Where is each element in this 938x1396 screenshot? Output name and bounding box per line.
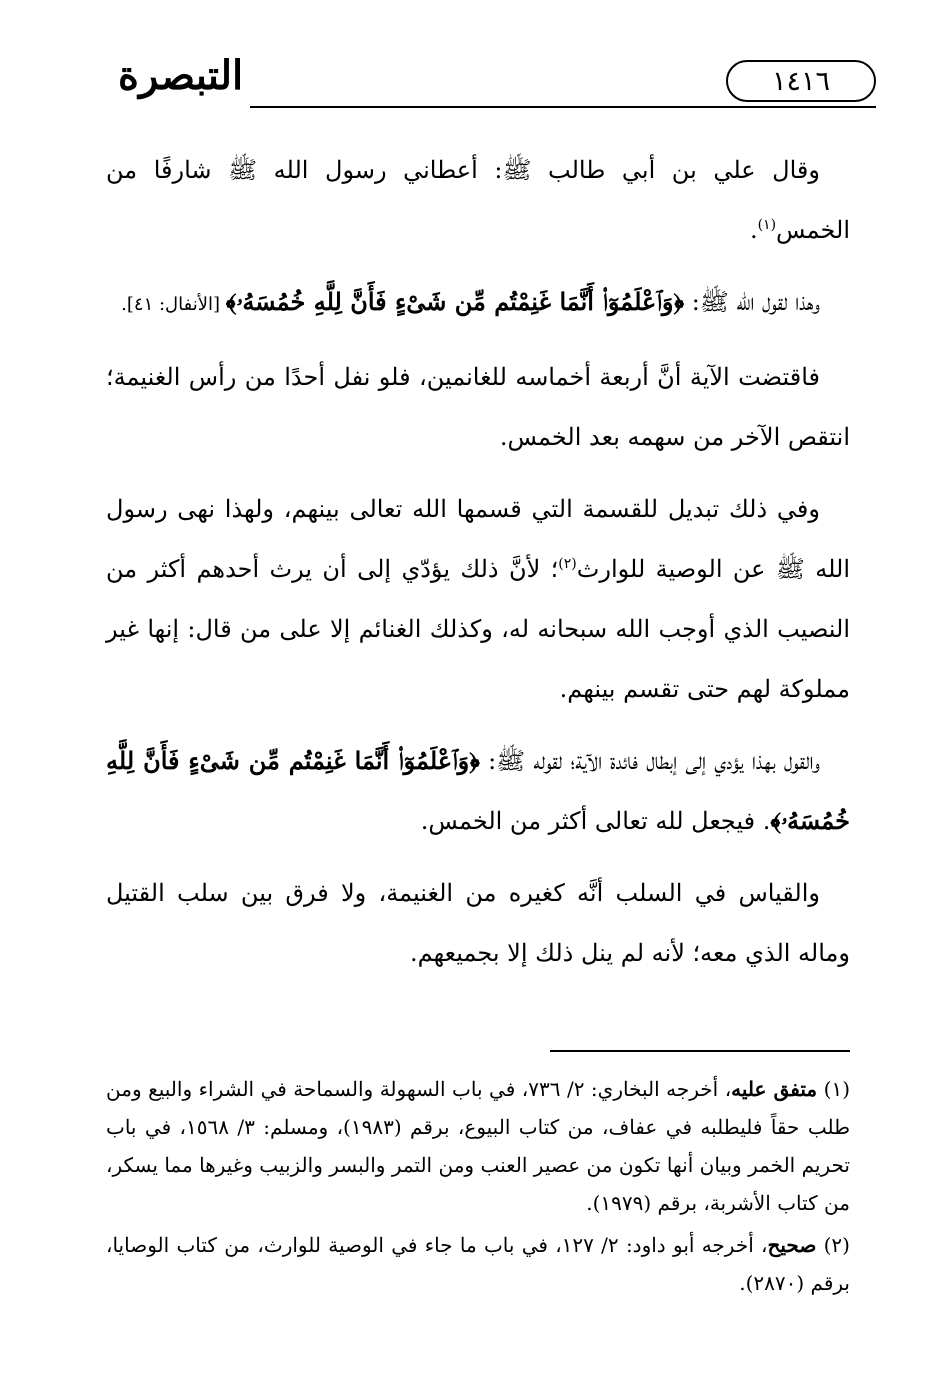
footnote-2-grade: صحيح <box>767 1233 817 1257</box>
paragraph-6: والقياس في السلب أنَّه كغيره من الغنيمة، ولا فرق بين سلب القتيل وماله الذي معه؛ لأنه لم ينل ذلك إلا بجميعهم. <box>106 879 850 967</box>
footnotes <box>106 1070 850 1306</box>
header-rule <box>250 106 876 108</box>
footnote-2-text: ، أخرجه أبو داود: ٢/ ١٢٧، في باب ما جاء في الوصية للوارث، من كتاب الوصايا، برقم (٢٨٧٠). <box>106 1233 850 1295</box>
main-text <box>106 140 850 995</box>
quran-verse: ﴿وَٱعْلَمُوٓا۟ أَنَّمَا غَنِمْتُم مِّن شَىْءٍ فَأَنَّ لِلَّهِ خُمُسَهُۥ﴾ <box>225 287 685 316</box>
paragraph-2-intro: وهذا لقول الله ﷺ: <box>684 288 820 316</box>
page-header <box>60 48 876 110</box>
paragraph-1-text: وقال علي بن أبي طالب ﷺ: أعطاني رسول الله ﷺ شارفًا من الخمس <box>106 156 850 244</box>
footnote-2 <box>106 1226 850 1302</box>
footnote-2-number: (٢) <box>823 1233 850 1257</box>
paragraph-5-intro: والقول بهذا يؤدي إلى إبطال فائدة الآية؛ لقوله ﷺ: <box>479 747 820 775</box>
book-title: التبصرة <box>118 52 244 99</box>
footnote-1-text: ، أخرجه البخاري: ٢/ ٧٣٦، في باب السهولة والسماحة في الشراء والبيع ومن طلب حقاً فليطلبه في عفاف، من كتاب البيوع، برقم (١٩٨٣)، ومسلم: ٣/ ١٥٦٨، في باب تحريم الخمر وبيان أنها تكون من عصير العنب ومن التمر والبسر والزبيب وغيرها مما يسكر، من كتاب الأشربة، برقم (١٩٧٩). <box>106 1077 850 1215</box>
paragraph-4-text-a: وفي ذلك تبديل للقسمة التي قسمها الله تعالى بينهم، ولهذا نهى رسول الله ﷺ عن الوصية للوارث <box>106 495 851 583</box>
footnote-ref-2[interactable]: (٢) <box>558 556 577 572</box>
footnote-1 <box>106 1070 850 1222</box>
paragraph-4-text-b: ؛ لأنَّ ذلك يؤدّي إلى أن يرث أحدهم أكثر من النصيب الذي أوجب الله سبحانه له، وكذلك الغنائم إلا على من قال: إنها غير مملوكة لهم حتى تقسم بينهم. <box>106 555 850 703</box>
paragraph-1-end: . <box>749 216 758 244</box>
verse-citation: [الأنفال: ٤١]. <box>121 294 226 315</box>
paragraph-5-end: . فيجعل لله تعالى أكثر من الخمس. <box>420 807 771 835</box>
paragraph-2 <box>106 272 850 335</box>
footnote-divider <box>550 1050 850 1052</box>
footnote-1-grade: متفق عليه <box>731 1077 818 1101</box>
page-number: ١٤١٦ <box>771 65 830 97</box>
paragraph-5 <box>106 731 850 851</box>
paragraph-1 <box>106 140 850 260</box>
page-number-badge <box>726 60 876 102</box>
paragraph-4 <box>106 479 850 719</box>
footnote-ref-1[interactable]: (١) <box>757 217 777 233</box>
paragraph-3: فاقتضت الآية أنَّ أربعة أخماسه للغانمين، فلو نفل أحدًا من رأس الغنيمة؛ انتقص الآخر من سهمه بعد الخمس. <box>106 363 850 451</box>
quran-verse-repeat: ﴿وَٱعْلَمُوٓا۟ أَنَّمَا غَنِمْتُم مِّن شَىْءٍ فَأَنَّ لِلَّهِ خُمُسَهُۥ﴾ <box>106 746 850 835</box>
footnote-1-number: (١) <box>823 1077 850 1101</box>
